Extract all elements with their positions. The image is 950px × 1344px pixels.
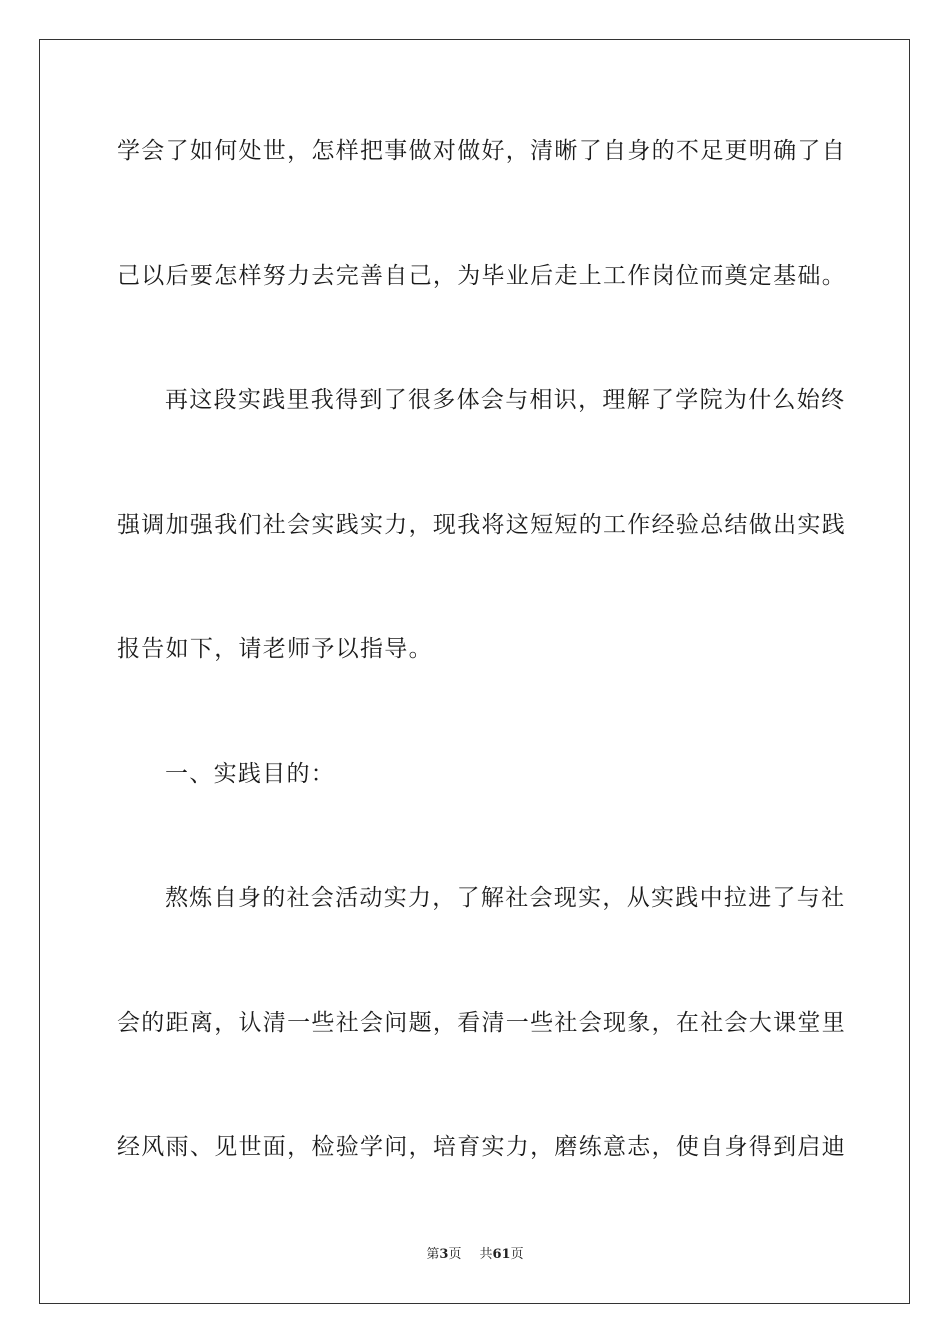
footer-total-suffix: 页 xyxy=(510,1247,524,1262)
body-line-4: 强调加强我们社会实践实力，现我将这短短的工作经验总结做出实践 xyxy=(117,512,846,538)
page-border xyxy=(39,39,910,1304)
body-line-5: 报告如下，请老师予以指导。 xyxy=(117,636,433,662)
body-line-8: 会的距离，认清一些社会问题，看清一些社会现象，在社会大课堂里 xyxy=(117,1010,846,1036)
footer-page-suffix: 页 xyxy=(448,1247,462,1262)
body-line-1: 学会了如何处世，怎样把事做对做好，清晰了自身的不足更明确了自 xyxy=(117,138,846,164)
footer-page-prefix: 第 xyxy=(426,1247,440,1262)
body-line-9: 经风雨、见世面，检验学问，培育实力，磨练意志，使自身得到启迪 xyxy=(117,1134,846,1160)
page-footer xyxy=(0,1246,950,1264)
body-line-2: 己以后要怎样努力去完善自己，为毕业后走上工作岗位而奠定基础。 xyxy=(117,263,846,289)
footer-total-pages: 61 xyxy=(492,1247,511,1262)
body-line-7: 熬炼自身的社会活动实力，了解社会现实，从实践中拉进了与社 xyxy=(165,885,846,911)
section-heading: 一、实践目的： xyxy=(165,761,336,787)
body-line-3: 再这段实践里我得到了很多体会与相识，理解了学院为什么始终 xyxy=(165,387,846,413)
footer-total-prefix: 共 xyxy=(479,1247,493,1262)
footer-page-number: 3 xyxy=(439,1247,449,1262)
